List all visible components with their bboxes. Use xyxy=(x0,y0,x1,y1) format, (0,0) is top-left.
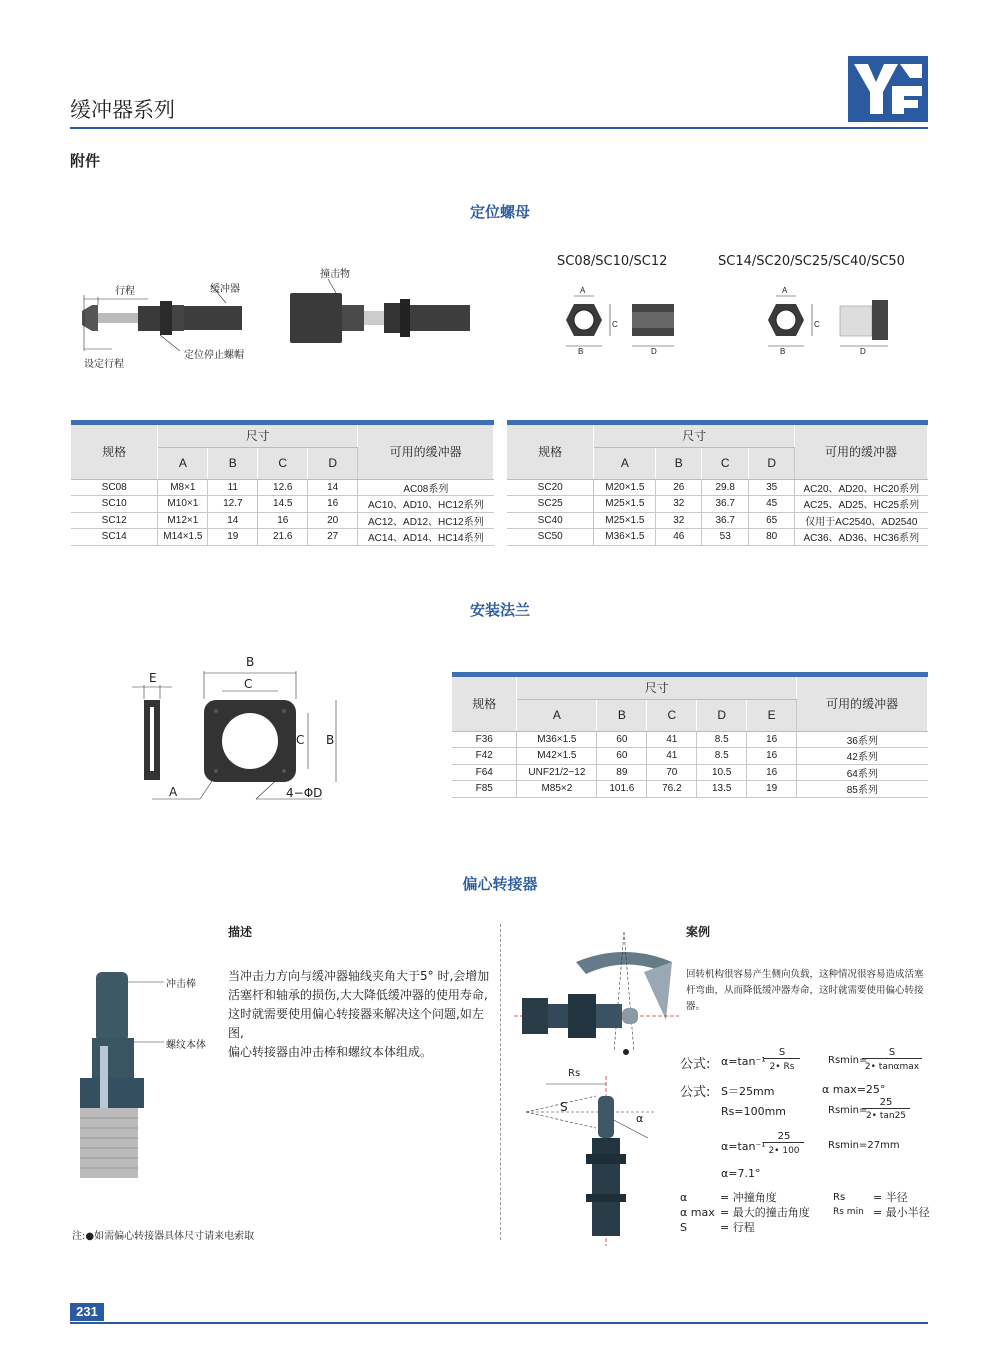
col-size: 尺寸 xyxy=(158,425,358,447)
table-cell: 27 xyxy=(308,529,358,546)
col-spec: 规格 xyxy=(507,425,594,479)
table-cell: 16 xyxy=(747,731,797,748)
table-cell: 16 xyxy=(258,512,308,529)
footer-rule xyxy=(70,1322,928,1324)
table-cell: 20 xyxy=(308,512,358,529)
flange-label-e: E xyxy=(149,671,157,685)
table-cell: AC14、AD14、HC14系列 xyxy=(358,529,494,546)
table-cell: 19 xyxy=(208,529,258,546)
table-cell: 42系列 xyxy=(797,748,928,765)
col-size: 尺寸 xyxy=(517,677,797,699)
table-cell: AC10、AD10、HC12系列 xyxy=(358,496,494,513)
note-text: 注:●如需偏心转接器具体尺寸请来电索取 xyxy=(72,1231,255,1242)
table-cell: M25×1.5 xyxy=(594,512,656,529)
section-title-adapter: 偏心转接器 xyxy=(462,875,538,893)
label-rod: 冲击棒 xyxy=(166,979,196,990)
section-title-flange: 安装法兰 xyxy=(469,601,530,619)
header-rule xyxy=(70,127,928,129)
label-impact: 撞击物 xyxy=(320,269,350,280)
table-cell: AC08系列 xyxy=(358,479,494,496)
table-cell: SC25 xyxy=(507,496,594,513)
table-row xyxy=(507,479,928,496)
case-title: 案例 xyxy=(686,925,711,939)
table-row xyxy=(452,748,928,765)
table-cell: F42 xyxy=(452,748,517,765)
dim-d-1: D xyxy=(651,347,657,356)
table-cell: 21.6 xyxy=(258,529,308,546)
dim-b-2: B xyxy=(780,347,786,356)
table-cell: 65 xyxy=(749,512,795,529)
table-cell: 8.5 xyxy=(697,731,747,748)
table-cell: AC25、AD25、HC25系列 xyxy=(795,496,928,513)
table-cell: 16 xyxy=(308,496,358,513)
table-row xyxy=(507,529,928,546)
table-cell: 76.2 xyxy=(647,781,697,798)
dim-a-2: A xyxy=(782,286,788,295)
table-cell: 14 xyxy=(308,479,358,496)
nut-hex-drawing-1 xyxy=(556,284,696,359)
given-r: Rs=100mm xyxy=(721,1105,787,1118)
table-cell: 70 xyxy=(647,764,697,781)
page-subtitle: 附件 xyxy=(70,152,101,170)
formula-alpha-2-den: 2• 100 xyxy=(768,1146,800,1156)
formula-alpha: α=tan⁻¹ xyxy=(721,1055,766,1068)
label-stroke: 行程 xyxy=(115,286,135,297)
table-cell: 11 xyxy=(208,479,258,496)
formula-label-2: 公式: xyxy=(680,1085,711,1100)
absorber-impact-drawing xyxy=(286,275,476,355)
table-cell: 16 xyxy=(747,764,797,781)
col-compat: 可用的缓冲器 xyxy=(797,677,928,731)
adapter-drawing xyxy=(72,968,172,1188)
flange-label-c: C xyxy=(244,677,253,691)
table-row xyxy=(71,479,494,496)
table-cell: 85系列 xyxy=(797,781,928,798)
label-body: 螺纹本体 xyxy=(166,1040,206,1051)
dim-c-1: C xyxy=(612,320,618,329)
section-title-nut: 定位螺母 xyxy=(469,203,530,221)
formula-rsmin-den: 2• tanαmax xyxy=(864,1062,920,1072)
col-c: C xyxy=(258,447,308,479)
table-cell: SC14 xyxy=(71,529,158,546)
table-cell: M36×1.5 xyxy=(594,529,656,546)
table-cell: SC40 xyxy=(507,512,594,529)
flange-label-b-side: B xyxy=(326,733,335,747)
nut-group-2-label: SC14/SC20/SC25/SC40/SC50 xyxy=(718,254,905,269)
formula-rsmin-2: Rsmin= xyxy=(828,1105,868,1116)
table-cell: M42×1.5 xyxy=(517,748,597,765)
table-cell: 64系列 xyxy=(797,764,928,781)
label-buffer: 缓冲器 xyxy=(210,284,240,295)
table-row xyxy=(452,764,928,781)
table-cell: 46 xyxy=(656,529,702,546)
page-number: 231 xyxy=(70,1303,104,1321)
table-cell: M8×1 xyxy=(158,479,208,496)
table-cell: 41 xyxy=(647,731,697,748)
label-stop-cap: 定位停止螺帽 xyxy=(184,350,244,361)
fig-rs: Rs xyxy=(568,1068,581,1079)
nut-group-1-label: SC08/SC10/SC12 xyxy=(557,254,668,269)
table-cell: SC10 xyxy=(71,496,158,513)
table-row xyxy=(71,529,494,546)
desc-text: 当冲击力方向与缓冲器轴线夹角大于5° 时,会增加 活塞杆和轴承的损伤,大大降低缓冲器的使用寿命, 这时就需要使用偏心转接器来解决这个问题,如左图, 偏心转接器由冲击棒和螺纹本体组成。 xyxy=(228,969,490,1059)
table-cell: 101.6 xyxy=(597,781,647,798)
formula-result: α=7.1° xyxy=(721,1167,761,1180)
table-cell: 26 xyxy=(656,479,702,496)
flange-drawing xyxy=(126,655,356,805)
table-cell: M36×1.5 xyxy=(517,731,597,748)
table-cell: 36.7 xyxy=(702,512,749,529)
table-row xyxy=(507,512,928,529)
table-cell: 10.5 xyxy=(697,764,747,781)
given-s: S＝25mm xyxy=(721,1085,775,1098)
col-c: C xyxy=(647,699,697,731)
table-row xyxy=(71,496,494,513)
rotary-drawing xyxy=(514,932,679,1062)
nut-table-left xyxy=(71,420,494,546)
formula-label-1: 公式: xyxy=(680,1057,711,1072)
brand-logo xyxy=(848,56,928,122)
table-cell: 14.5 xyxy=(258,496,308,513)
flange-label-c-side: C xyxy=(296,733,305,747)
col-a: A xyxy=(158,447,208,479)
fig-alpha: α xyxy=(636,1112,644,1125)
table-cell: SC50 xyxy=(507,529,594,546)
symbol-legend: α = 冲撞角度 Rs = 半径 α max = 最大的撞击角度 Rs min = 最小半径 S = 行程 xyxy=(680,1191,930,1234)
table-cell: 13.5 xyxy=(697,781,747,798)
col-spec: 规格 xyxy=(71,425,158,479)
table-cell: M10×1 xyxy=(158,496,208,513)
case-text: 回转机构很容易产生侧向负载，这种情况很容易造成活塞 杆弯曲，从而降低缓冲器寿命，这时就需要使用偏心转接 器。 xyxy=(686,969,924,1012)
table-cell: UNF21/2−12 xyxy=(517,764,597,781)
col-compat: 可用的缓冲器 xyxy=(795,425,928,479)
formula-rsmin-result: Rsmin=27mm xyxy=(828,1140,900,1151)
col-d: D xyxy=(308,447,358,479)
table-cell: 41 xyxy=(647,748,697,765)
table-cell: 32 xyxy=(656,512,702,529)
dim-b-1: B xyxy=(578,347,584,356)
table-row xyxy=(71,512,494,529)
dim-a-1: A xyxy=(580,286,586,295)
formula-alpha-num: S xyxy=(764,1047,800,1059)
col-e: E xyxy=(747,699,797,731)
formula-rsmin-2-den: 2• tan25 xyxy=(865,1111,907,1121)
table-cell: 29.8 xyxy=(702,479,749,496)
table-cell: 35 xyxy=(749,479,795,496)
col-compat: 可用的缓冲器 xyxy=(358,425,494,479)
table-cell: F36 xyxy=(452,731,517,748)
col-spec: 规格 xyxy=(452,677,517,731)
table-cell: 36系列 xyxy=(797,731,928,748)
table-cell: M20×1.5 xyxy=(594,479,656,496)
table-cell: 19 xyxy=(747,781,797,798)
table-cell: 53 xyxy=(702,529,749,546)
table-cell: M85×2 xyxy=(517,781,597,798)
formula-rsmin: Rsmin= xyxy=(828,1055,868,1066)
col-d: D xyxy=(697,699,747,731)
table-cell: 14 xyxy=(208,512,258,529)
table-cell: SC08 xyxy=(71,479,158,496)
col-d: D xyxy=(749,447,795,479)
formula-rsmin-2-num: 25 xyxy=(862,1097,910,1109)
formula-alpha-2-num: 25 xyxy=(764,1131,804,1143)
table-cell: 16 xyxy=(747,748,797,765)
table-cell: 60 xyxy=(597,748,647,765)
table-cell: 12.7 xyxy=(208,496,258,513)
table-cell: M12×1 xyxy=(158,512,208,529)
fig-s: S xyxy=(560,1100,568,1114)
table-cell: F85 xyxy=(452,781,517,798)
col-b: B xyxy=(656,447,702,479)
col-b: B xyxy=(597,699,647,731)
desc-title: 描述 xyxy=(228,925,253,939)
dim-d-2: D xyxy=(860,347,866,356)
col-size: 尺寸 xyxy=(594,425,795,447)
table-cell: M14×1.5 xyxy=(158,529,208,546)
table-cell: M25×1.5 xyxy=(594,496,656,513)
table-cell: F64 xyxy=(452,764,517,781)
col-a: A xyxy=(594,447,656,479)
table-cell: 80 xyxy=(749,529,795,546)
table-cell: AC36、AD36、HC36系列 xyxy=(795,529,928,546)
flange-label-b: B xyxy=(246,655,255,669)
flange-label-a: A xyxy=(169,785,178,799)
given-amax: α max=25° xyxy=(822,1083,886,1096)
table-row xyxy=(452,731,928,748)
table-cell: 32 xyxy=(656,496,702,513)
table-cell: 89 xyxy=(597,764,647,781)
formula-rsmin-num: S xyxy=(862,1047,922,1059)
table-cell: 8.5 xyxy=(697,748,747,765)
table-cell: AC20、AD20、HC20系列 xyxy=(795,479,928,496)
column-divider xyxy=(500,924,501,1240)
table-cell: AC12、AD12、HC12系列 xyxy=(358,512,494,529)
flange-table xyxy=(452,672,928,798)
formula-alpha-den: 2• Rs xyxy=(769,1062,795,1072)
alpha-drawing xyxy=(516,1066,666,1246)
table-cell: SC12 xyxy=(71,512,158,529)
flange-label-holes: 4−ΦD xyxy=(286,786,323,800)
col-c: C xyxy=(702,447,749,479)
label-set-stroke: 设定行程 xyxy=(84,359,124,370)
table-cell: 60 xyxy=(597,731,647,748)
table-cell: 36.7 xyxy=(702,496,749,513)
table-cell: SC20 xyxy=(507,479,594,496)
table-row xyxy=(507,496,928,513)
table-cell: 45 xyxy=(749,496,795,513)
col-a: A xyxy=(517,699,597,731)
table-cell: 仅用于AC2540、AD2540 xyxy=(795,512,928,529)
formula-alpha-2: α=tan⁻¹ xyxy=(721,1140,766,1153)
dim-c-2: C xyxy=(814,320,820,329)
col-b: B xyxy=(208,447,258,479)
nut-table-right xyxy=(507,420,928,546)
table-cell: 12.6 xyxy=(258,479,308,496)
page-title: 缓冲器系列 xyxy=(70,98,175,122)
table-row xyxy=(452,781,928,798)
